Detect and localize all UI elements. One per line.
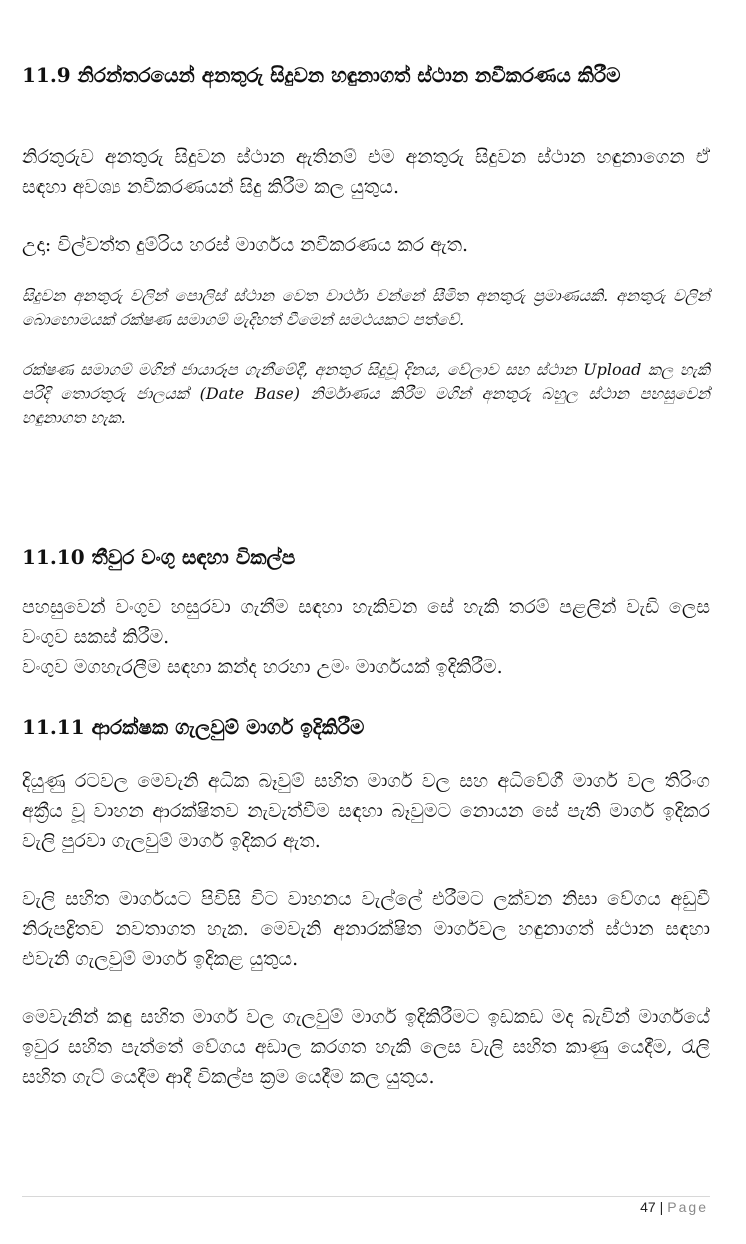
footer-separator: | [659,1199,664,1215]
paragraph: මෙවැනින් කඳු සහිත මාර්ග වල ගැලවුම් මාර්ග ඉදිකිරීමට ඉඩකඩ මද බැවින් මාර්ගයේ ඉවුර සහිත පැත්තේ වේගය අඩාල කරගත හැකි ලෙස වැලි සහිත කාණු යෙදීම, රැලි සහිත ගැට් යෙදීම ආදී විකල්ප ක්‍රම යෙදීම කල යුතුය. [22,1006,710,1088]
paragraph [22,592,710,682]
paragraph: නිරතුරුව අනතුරු සිදුවන ස්ථාන ඇතිනම් එම අනතුරු සිදුවන ස්ථාන හඳුනාගෙන ඒ සඳහා අවශ්‍ය නවීකරණයන් සිදු කිරීම කල යුතුය. [22,146,710,198]
paragraph: දියුණු රටවල මෙවැනි අධික බෑවුම් සහිත මාර්ග වල සහ අධිවේගී මාර්ග වල තිරිංග අක්‍රීය වූ වාහන ආරක්ෂිතව නැවැත්වීම සඳහා බෑවුමට නොයන සේ පැති මාර්ග ඉදිකර වැලි පුරවා ගැලවුම් මාර්ග ඉදිකර ඇත. [22,770,710,852]
paragraph: වැලි සහිත මාර්ගයට පිවිසි විට වාහනය වැල්ලේ එරීමට ලක්වන නිසා වේගය අඩුවී නිරුපද්‍රිතව නවතාගත හැක. මෙවැනි අනාරක්ෂිත මාර්ගවල හඳුනාගත් ස්ථාන සඳහා එවැනි ගැලවුම් මාර්ග ඉදිකළ යුතුය. [22,888,710,970]
paragraph-line: වංගුව මගහැරලීම සඳහා කන්ද හරහා උමං මාර්ගයක් ඉදිකිරීම. [22,656,503,678]
italic-paragraph: සිදුවන අනතුරු වලින් පොලිස් ස්ථාන වෙත වාර්ථා වන්නේ සීමිත අනතුරු ප්‍රමාණයකි. අනතුරු වලින් බොහොමයක් රක්ෂණ සමාගම් මැදිහත් වීමෙන් සමථයකට පත්වේ. [22,286,710,329]
section-heading-11-11: 11.11 ආරක්ෂක ගැලවුම් මාර්ග ඉදිකිරීම [22,715,365,739]
section-heading-11-9: 11.9 නිරන්තරයෙන් අනතුරු සිදුවන හඳුනාගත් ස්ථාන නවීකරණය කිරීම [22,63,621,87]
example-line: උදා: විල්වත්ත දුම්රිය හරස් මාර්ගය නවීකරණය කර ඇත. [22,234,469,256]
italic-paragraph: රක්ෂණ සමාගම් මගින් ජායාරූප ගැනීමේදී, අනතුර සිදුවූ දිනය, වේලාව සහ ස්ථාන Upload කල හැකි පරිදි තොරතුරු ජාලයක් (Date Base) නිර්මාණය කිරීම මගින් අනතුරු බහුල ස්ථාන පහසුවෙන් හඳුනාගත හැක. [22,360,710,427]
section-heading-11-10: 11.10 තීවුර වංගු සඳහා විකල්ප [22,545,296,569]
page-number: 47 [640,1199,656,1215]
page-label: Page [667,1199,708,1215]
page-footer [640,1199,708,1215]
paragraph-line: පහසුවෙන් වංගුව හසුරවා ගැනීම සඳහා හැකිවන සේ හැකි තරම් පළලින් වැඩි ලෙස වංගුව සකස් කිරීම. [22,596,710,648]
footer-divider [22,1196,710,1197]
